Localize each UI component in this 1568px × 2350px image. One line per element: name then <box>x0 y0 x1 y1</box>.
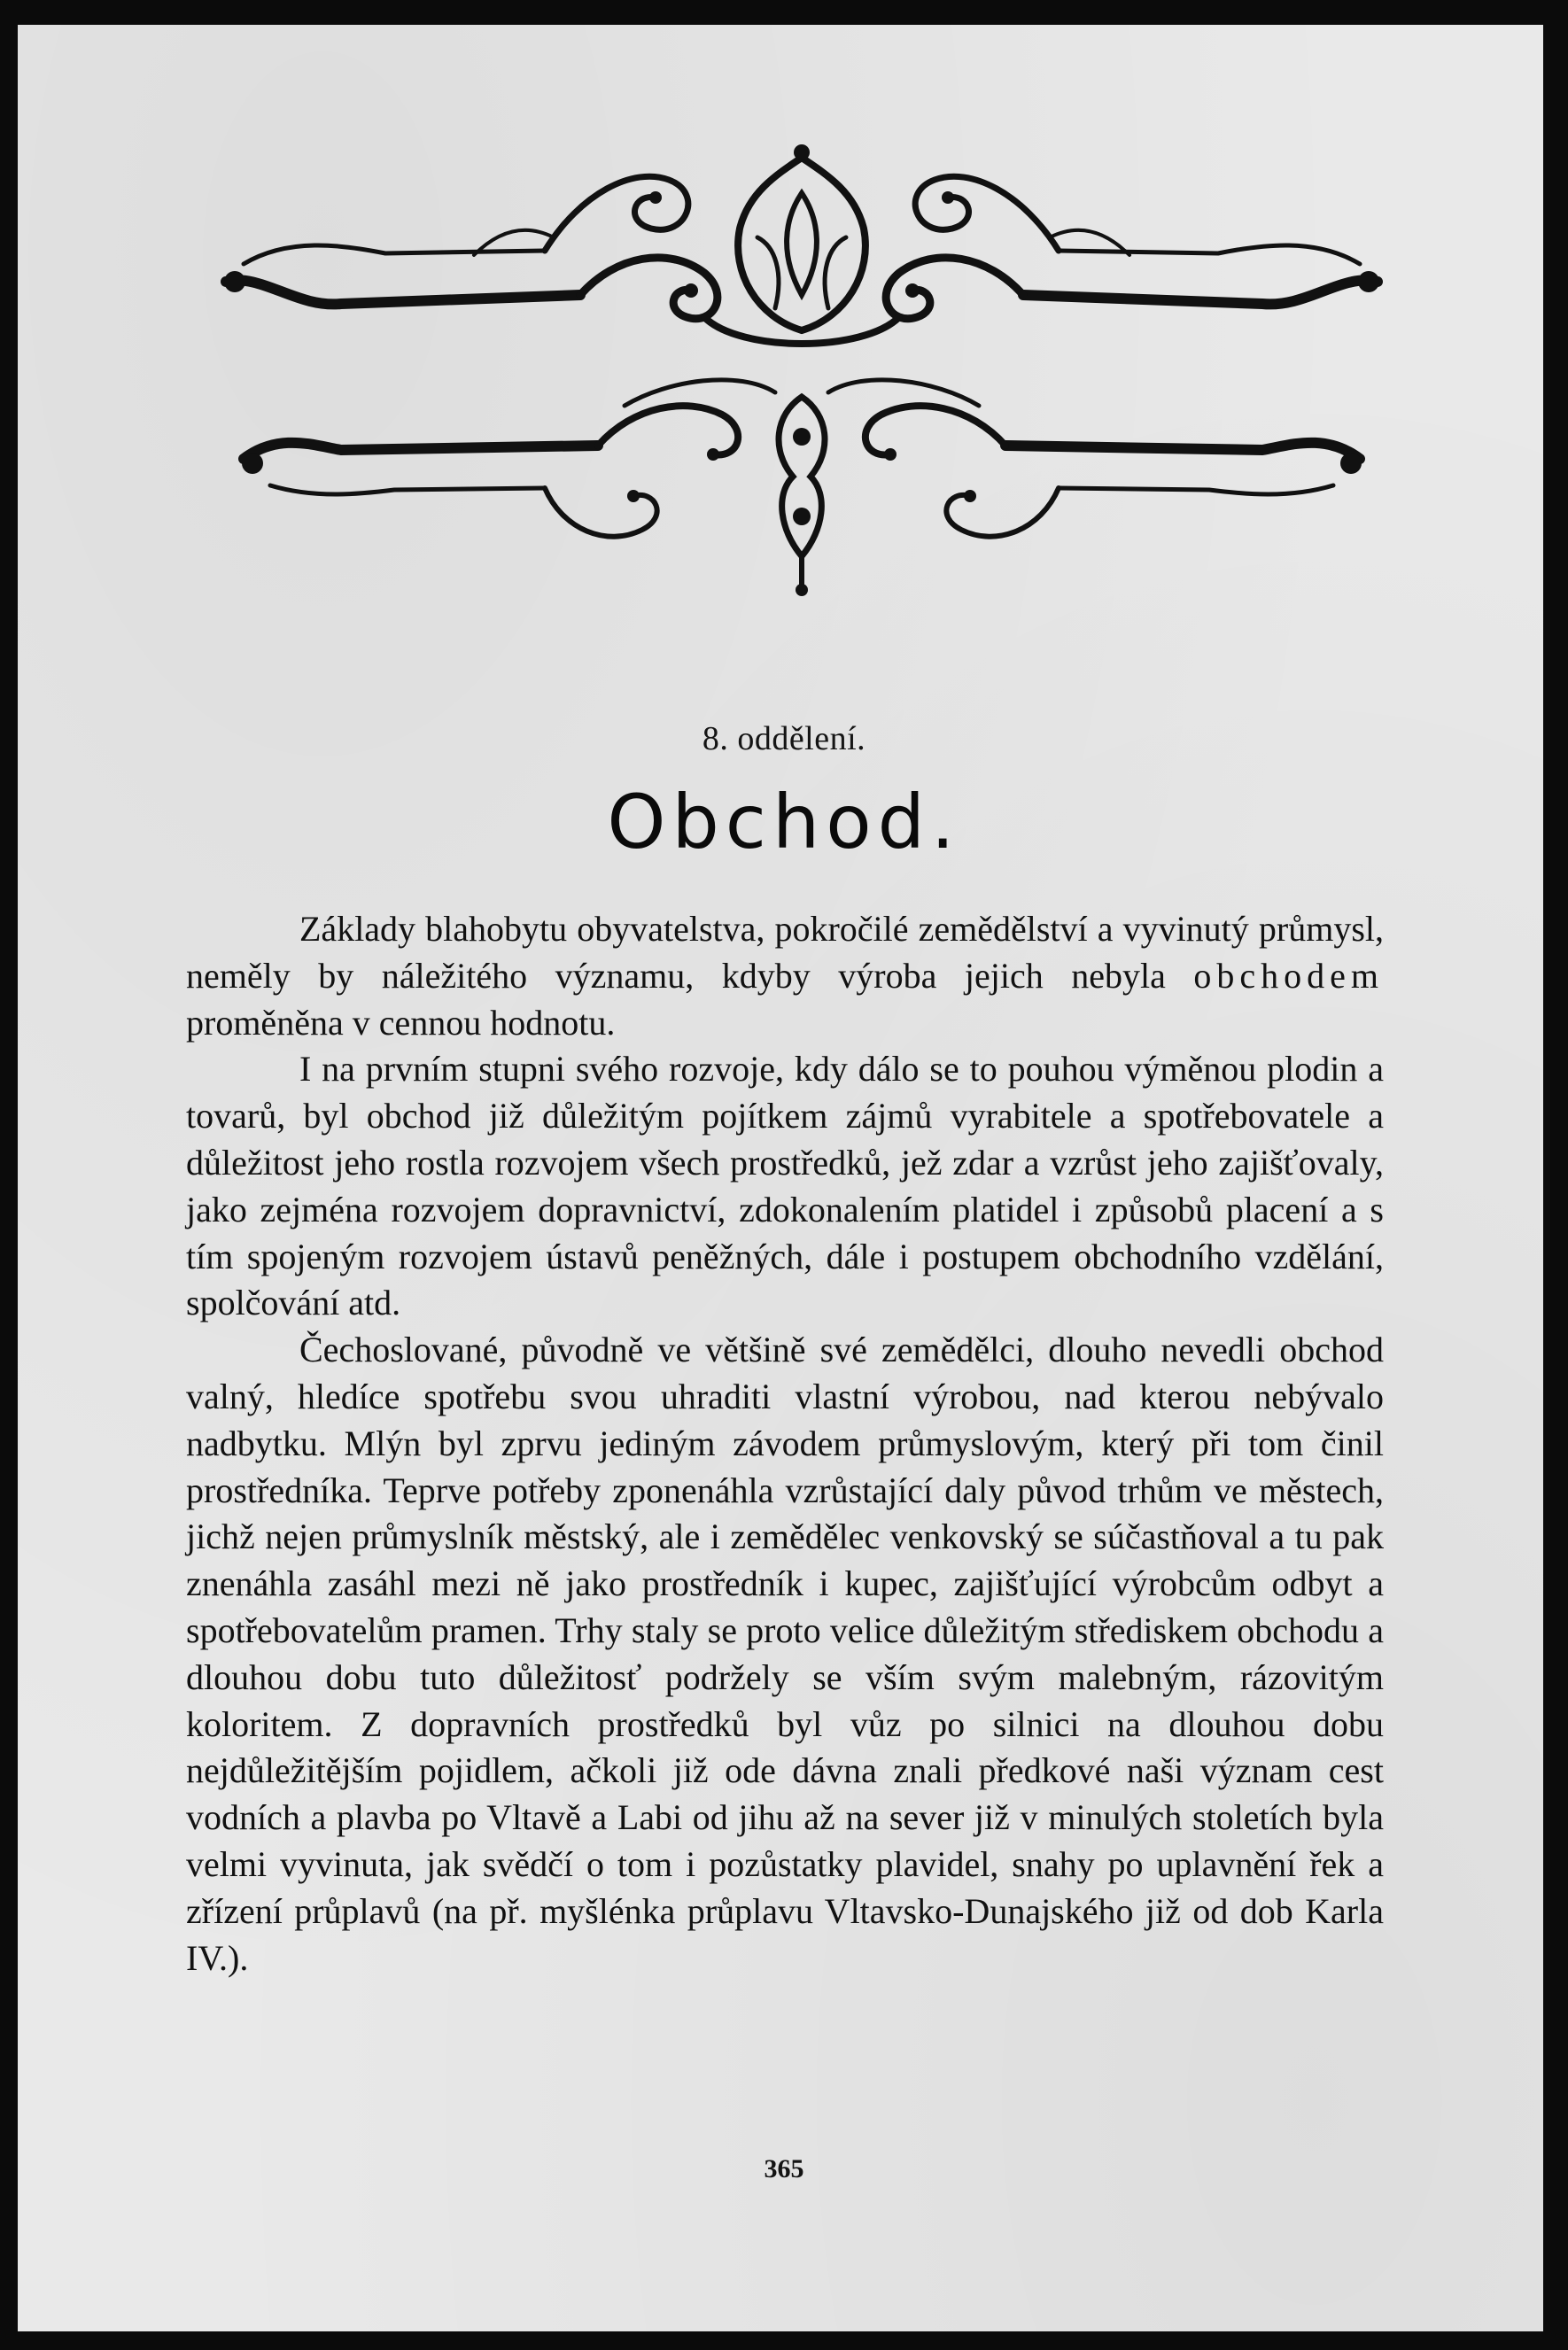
paragraph-text: proměněna v cennou hodnotu. <box>186 1002 616 1043</box>
baroque-ornament-header <box>208 140 1395 601</box>
paragraph <box>186 906 1384 1046</box>
emphasized-word: obchodem <box>1193 955 1384 996</box>
body-text <box>186 906 1384 1982</box>
paragraph-text: Základy blahobytu obyvatelstva, pokročilé zemědělství a vyvinutý průmysl, neměly by náležitého významu, kdyby výroba jejich nebyla <box>186 909 1384 996</box>
section-heading: 8. oddělení. <box>702 720 866 757</box>
chapter-title: Obchod. <box>607 779 961 865</box>
page-number: 365 <box>764 2154 804 2183</box>
book-page <box>18 25 1543 2331</box>
paragraph: Čechoslované, původně ve většině své zemědělci, dlouho nevedli obchod valný, hledíce spotřebu svou uhraditi vlastní výrobou, nad kterou nebývalo nadbytku. Mlýn byl zprvu jediným závodem průmyslovým, který při tom činil prostředníka. Teprve potřeby zponenáhla vzrůstající daly původ trhům ve městech, jichž nejen průmyslník městský, ale i zemědělec venkovský se súčastňoval a tu pak znenáhla zasáhl mezi ně jako prostředník i kupec, zajišťující výrobcům odbyt a spotřebovatelům pramen. Trhy staly se proto velice důležitým střediskem obchodu a dlouhou dobu tuto důležitosť podržely se vším svým malebným, rázovitým koloritem. Z dopravních prostředků byl vůz po silnici na dlouhou dobu nejdůležitějším pojidlem, ačkoli již ode dávna znali předkové naši význam cest vodních a plavba po Vltavě a Labi od jihu až na sever již v minulých stoletích byla velmi vyvinuta, jak svědčí o tom i pozůstatky plavidel, snahy po uplavnění řek a zřízení průplavů (na př. myšlénka průplavu Vltavsko-Dunajského již od dob Karla IV.). <box>186 1330 1384 1978</box>
paragraph: I na prvním stupni svého rozvoje, kdy dálo se to pouhou výměnou plodin a tovarů, byl obchod již důležitým pojítkem zájmů vyrabitele a spotřebovatele a důležitost jeho rostla rozvojem všech prostředků, jež zdar a vzrůst jeho zajišťovaly, jako zejména rozvojem dopravnictví, zdokonalením platidel i způsobů placení a s tím spojeným rozvojem ústavů peněžných, dále i postupem obchodního vzdělání, spolčování atd. <box>186 1049 1384 1323</box>
